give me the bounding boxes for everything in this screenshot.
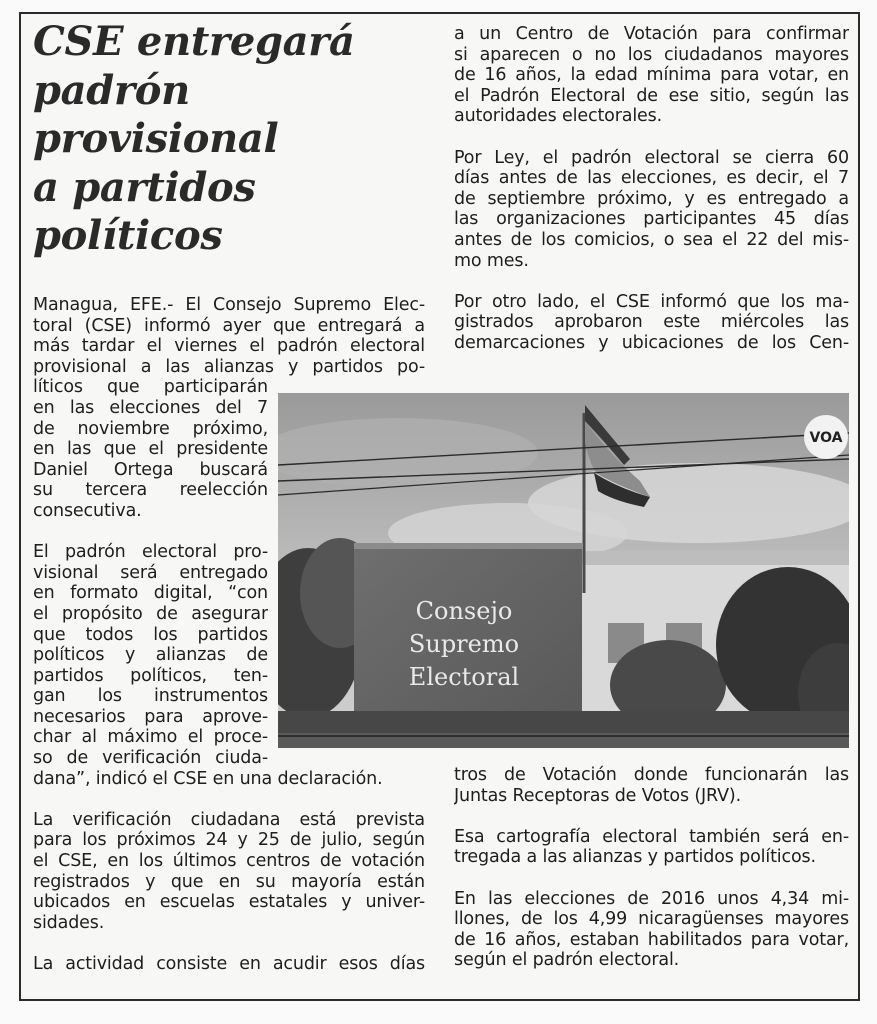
cse-building-photo [278,393,849,748]
text-line: Daniel Ortega buscará [33,459,268,480]
hedge [278,711,849,733]
text-line: gan los instrumentos [33,686,268,707]
text-line: registrados y que en su mayoría están [33,871,425,892]
text-line: de septiembre próximo, y es entregado a [454,188,849,209]
paragraph [454,148,849,272]
right-column-bottom [454,765,849,971]
text-line: en formato digital, “con [33,583,268,604]
headline [33,18,433,261]
text-line: según el padrón electoral. [454,950,680,971]
text-line: toral (CSE) informó ayer que entregará a [33,315,425,336]
paragraph [33,810,425,934]
sign-line-3: Electoral [408,663,520,691]
text-line: consecutiva. [33,500,142,521]
text-line: si aparecen o no los ciudadanos mayores [454,44,849,65]
text-line: a un Centro de Votación para confirmar [454,24,849,44]
right-column-top [454,24,849,354]
text-line: sidades. [33,912,105,933]
headline-line: provisional [33,115,279,162]
headline-line: políticos [33,212,223,259]
text-line: el Padrón Electoral de ese sitio, según las [454,85,849,106]
text-line: Por Ley, el padrón electoral se cierra 60 [454,147,849,168]
text-line: más tardar el viernes el padrón electoral [33,336,425,357]
text-line: líticos que participarán [33,377,268,398]
sign-line-2: Supremo [408,630,520,658]
paragraph [454,765,849,806]
text-line: Esa cartografía electoral también será en- [454,826,849,847]
headline-line: a partidos [33,163,256,211]
text-line: La actividad consiste en acudir esos días [33,954,425,974]
text-line: char al máximo el proce- [33,727,268,748]
paragraph [454,827,849,868]
headline-line: CSE entregará [33,18,355,65]
text-line: políticos y alianzas de [33,645,268,666]
text-line: las organizaciones participantes 45 días [454,209,849,230]
text-line: En las elecciones de 2016 unos 4,34 mi- [454,888,849,909]
main-building-edge [354,543,582,549]
text-line: llones, de los 4,99 nicaragüenses mayores [454,909,849,930]
text-line: necesarios para aprove- [33,706,268,727]
paragraph [454,24,849,127]
text-line: en las que el presidente [33,439,268,460]
sign-line-1: Consejo [415,597,513,625]
text-line: visional será entregado [33,562,268,583]
text-line: demarcaciones y ubicaciones de los Cen- [454,332,849,353]
text-line: de 16 años, la edad mínima para votar, en [454,65,849,86]
text-line: Juntas Receptoras de Votos (JRV). [454,785,742,806]
text-line: el CSE, en los últimos centros de votación [33,851,425,872]
text-line: días antes de las elecciones, es decir, el 7 [454,168,849,189]
text-line: Por otro lado, el CSE informó que los ma- [454,291,849,312]
text-line: en las elecciones del 7 [33,397,268,418]
text-line: so de verificación ciuda- [33,748,268,769]
text-line: ubicados en escuelas estatales y univer- [33,892,425,913]
text-line: antes de los comicios, o sea el 22 del mis- [454,229,849,250]
text-line: que todos los partidos [33,624,268,645]
text-line: mo mes. [454,250,529,271]
text-line: dana”, indicó el CSE en una declaración. [33,768,383,789]
headline-line: padrón [33,66,190,114]
text-line: El padrón electoral pro- [33,542,268,563]
text-line: autoridades electorales. [454,106,663,127]
text-line: gistrados aprobaron este miércoles las [454,312,849,333]
text-line: de noviembre próximo, [33,418,268,439]
paragraph [454,889,849,971]
text-line: para los próximos 24 y 25 de julio, según [33,830,425,851]
text-line: La verificación ciudadana está prevista [33,809,425,830]
text-line: provisional a las alianzas y partidos po- [33,356,425,377]
text-line: tregada a las alianzas y partidos políticos. [454,847,816,868]
paragraph [454,292,849,354]
text-line: tros de Votación donde funcionarán las [454,765,849,785]
text-line: partidos políticos, ten- [33,665,268,686]
paragraph [33,954,425,975]
side-building-roof [578,551,849,565]
text-line: Managua, EFE.- El Consejo Supremo Elec- [33,295,425,315]
article-photo [278,393,849,748]
text-line: su tercera reelección [33,480,268,501]
text-line: de 16 años, estaban habilitados para votar, [454,929,849,950]
watermark-text: VOA [809,430,843,446]
text-line: el propósito de asegurar [33,603,268,624]
